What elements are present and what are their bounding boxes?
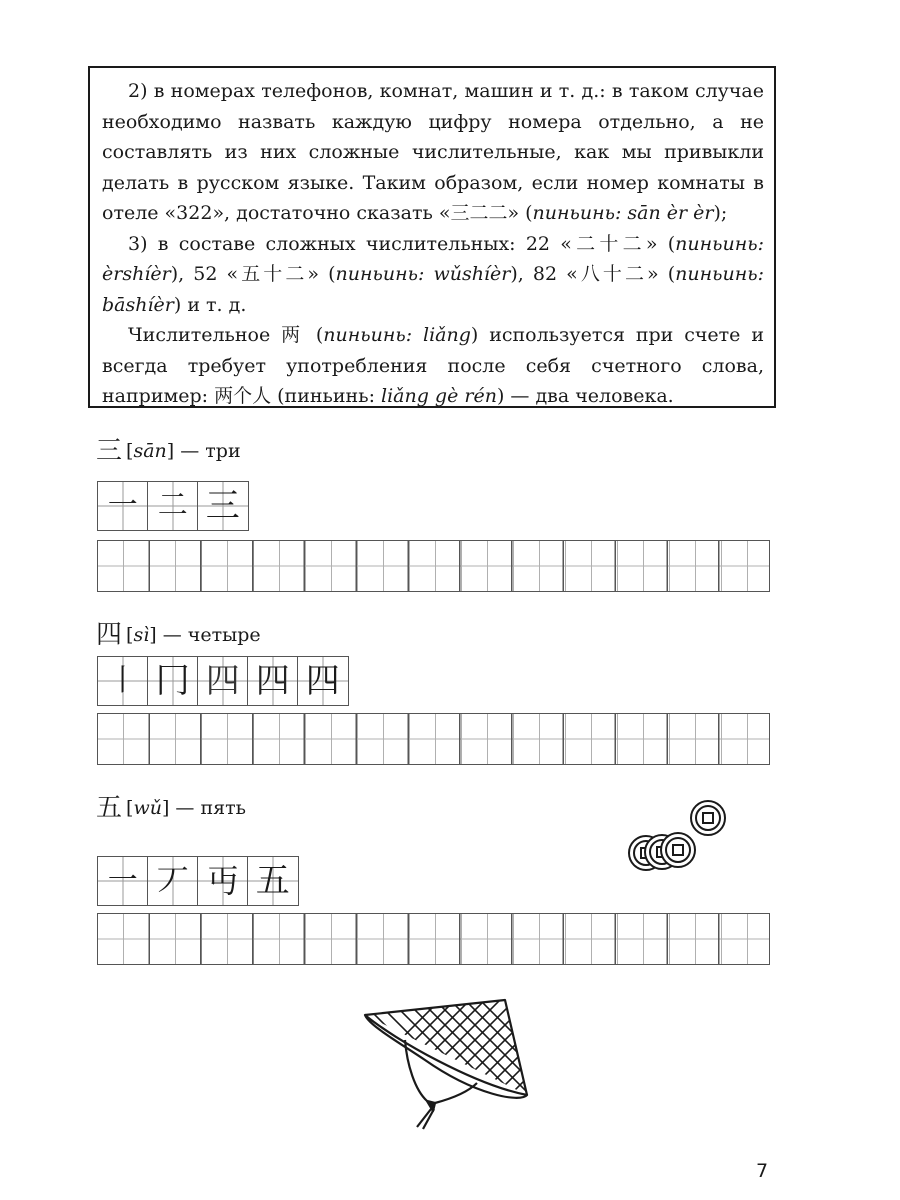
paragraph-text: ); <box>713 202 728 224</box>
stroke-step: 一 <box>107 488 138 523</box>
paragraph-text: ) и т. д. <box>173 293 247 316</box>
stroke-order-row <box>97 481 249 531</box>
stroke-cell <box>97 856 149 906</box>
character-heading-wu: 五 [wǔ] — пять <box>96 793 246 823</box>
stroke-cell <box>297 656 349 706</box>
stroke-cell <box>147 856 199 906</box>
heading-translation: пять <box>200 797 246 819</box>
heading-character: 四 <box>96 620 123 650</box>
stroke-cell <box>147 481 199 531</box>
stroke-step: 四 <box>305 661 340 701</box>
heading-character: 三 <box>96 436 123 466</box>
heading-pinyin: wǔ <box>133 797 162 819</box>
paragraph-text: ) используется при счете и всегда требует употребления после себя счетного слова, например: 两个人 (пиньинь: <box>102 324 764 407</box>
stroke-step: 二 <box>157 488 188 523</box>
coins-icon <box>622 798 732 878</box>
stroke-step: 四 <box>205 661 240 701</box>
stroke-cell <box>197 481 249 531</box>
pinyin-italic-text: пиньинь: èrshíèr <box>102 232 764 285</box>
heading-pinyin: sān <box>133 440 167 462</box>
stroke-step: 四 <box>255 661 290 701</box>
paragraph-text: 2) в номерах телефонов, комнат, машин и т. д.: в таком случае необходимо назвать каждую цифру номера отдельно, а не составлять из них сложные числительные, как мы привыкли делать в русском языке. Таким образом, если номер комнаты в отеле «322», достаточно сказать «三二二» ( <box>102 80 764 224</box>
character-heading-san: 三 [sān] — три <box>96 436 241 466</box>
info-box <box>88 66 776 408</box>
practice-grid[interactable] <box>97 540 770 592</box>
paragraph-text: 3) в составе сложных числительных: 22 «二十二» ( <box>128 232 676 255</box>
heading-translation: четыре <box>187 624 261 646</box>
stroke-step: 一 <box>107 863 138 898</box>
character-heading-si: 四 [sì] — четыре <box>96 620 261 650</box>
stroke-cell <box>247 656 299 706</box>
pinyin-italic-text: пиньинь: sān èr èr <box>532 202 714 224</box>
pinyin-italic-text: пиньинь: wǔshíèr <box>335 263 511 285</box>
stroke-cell <box>247 856 299 906</box>
stroke-step: 丏 <box>206 862 239 900</box>
pinyin-italic-text: пиньинь: liǎng <box>323 324 471 346</box>
paragraph-text: ) — два человека. <box>496 385 674 407</box>
heading-character: 五 <box>96 793 123 823</box>
paragraph-text: Числительное 两 ( <box>128 324 324 346</box>
stroke-step: 五 <box>255 861 290 901</box>
info-paragraph <box>102 229 764 321</box>
stroke-step: 三 <box>205 486 240 526</box>
page-number: 7 <box>756 1160 769 1182</box>
stroke-cell <box>97 481 149 531</box>
practice-grid[interactable] <box>97 713 770 765</box>
stroke-step: 冂 <box>155 661 190 701</box>
stroke-cell <box>197 656 249 706</box>
heading-pinyin: sì <box>133 624 150 646</box>
stroke-cell <box>197 856 249 906</box>
stroke-cell <box>97 656 149 706</box>
stroke-cell <box>147 656 199 706</box>
pinyin-italic-text: liǎng gè rén <box>381 385 497 407</box>
stroke-order-row <box>97 656 349 706</box>
conical-hat-icon <box>355 995 535 1130</box>
info-paragraph <box>102 76 764 229</box>
paragraph-text: ), 52 «五十二» ( <box>170 263 336 285</box>
stroke-order-row <box>97 856 299 906</box>
practice-grid[interactable] <box>97 913 770 965</box>
stroke-step: 丆 <box>156 862 189 900</box>
info-paragraph <box>102 320 764 412</box>
heading-translation: три <box>205 440 241 462</box>
paragraph-text: ), 82 «八十二» ( <box>510 263 676 285</box>
stroke-step: 丨 <box>107 663 138 698</box>
pinyin-italic-text: пиньинь: bāshíèr <box>102 263 764 316</box>
